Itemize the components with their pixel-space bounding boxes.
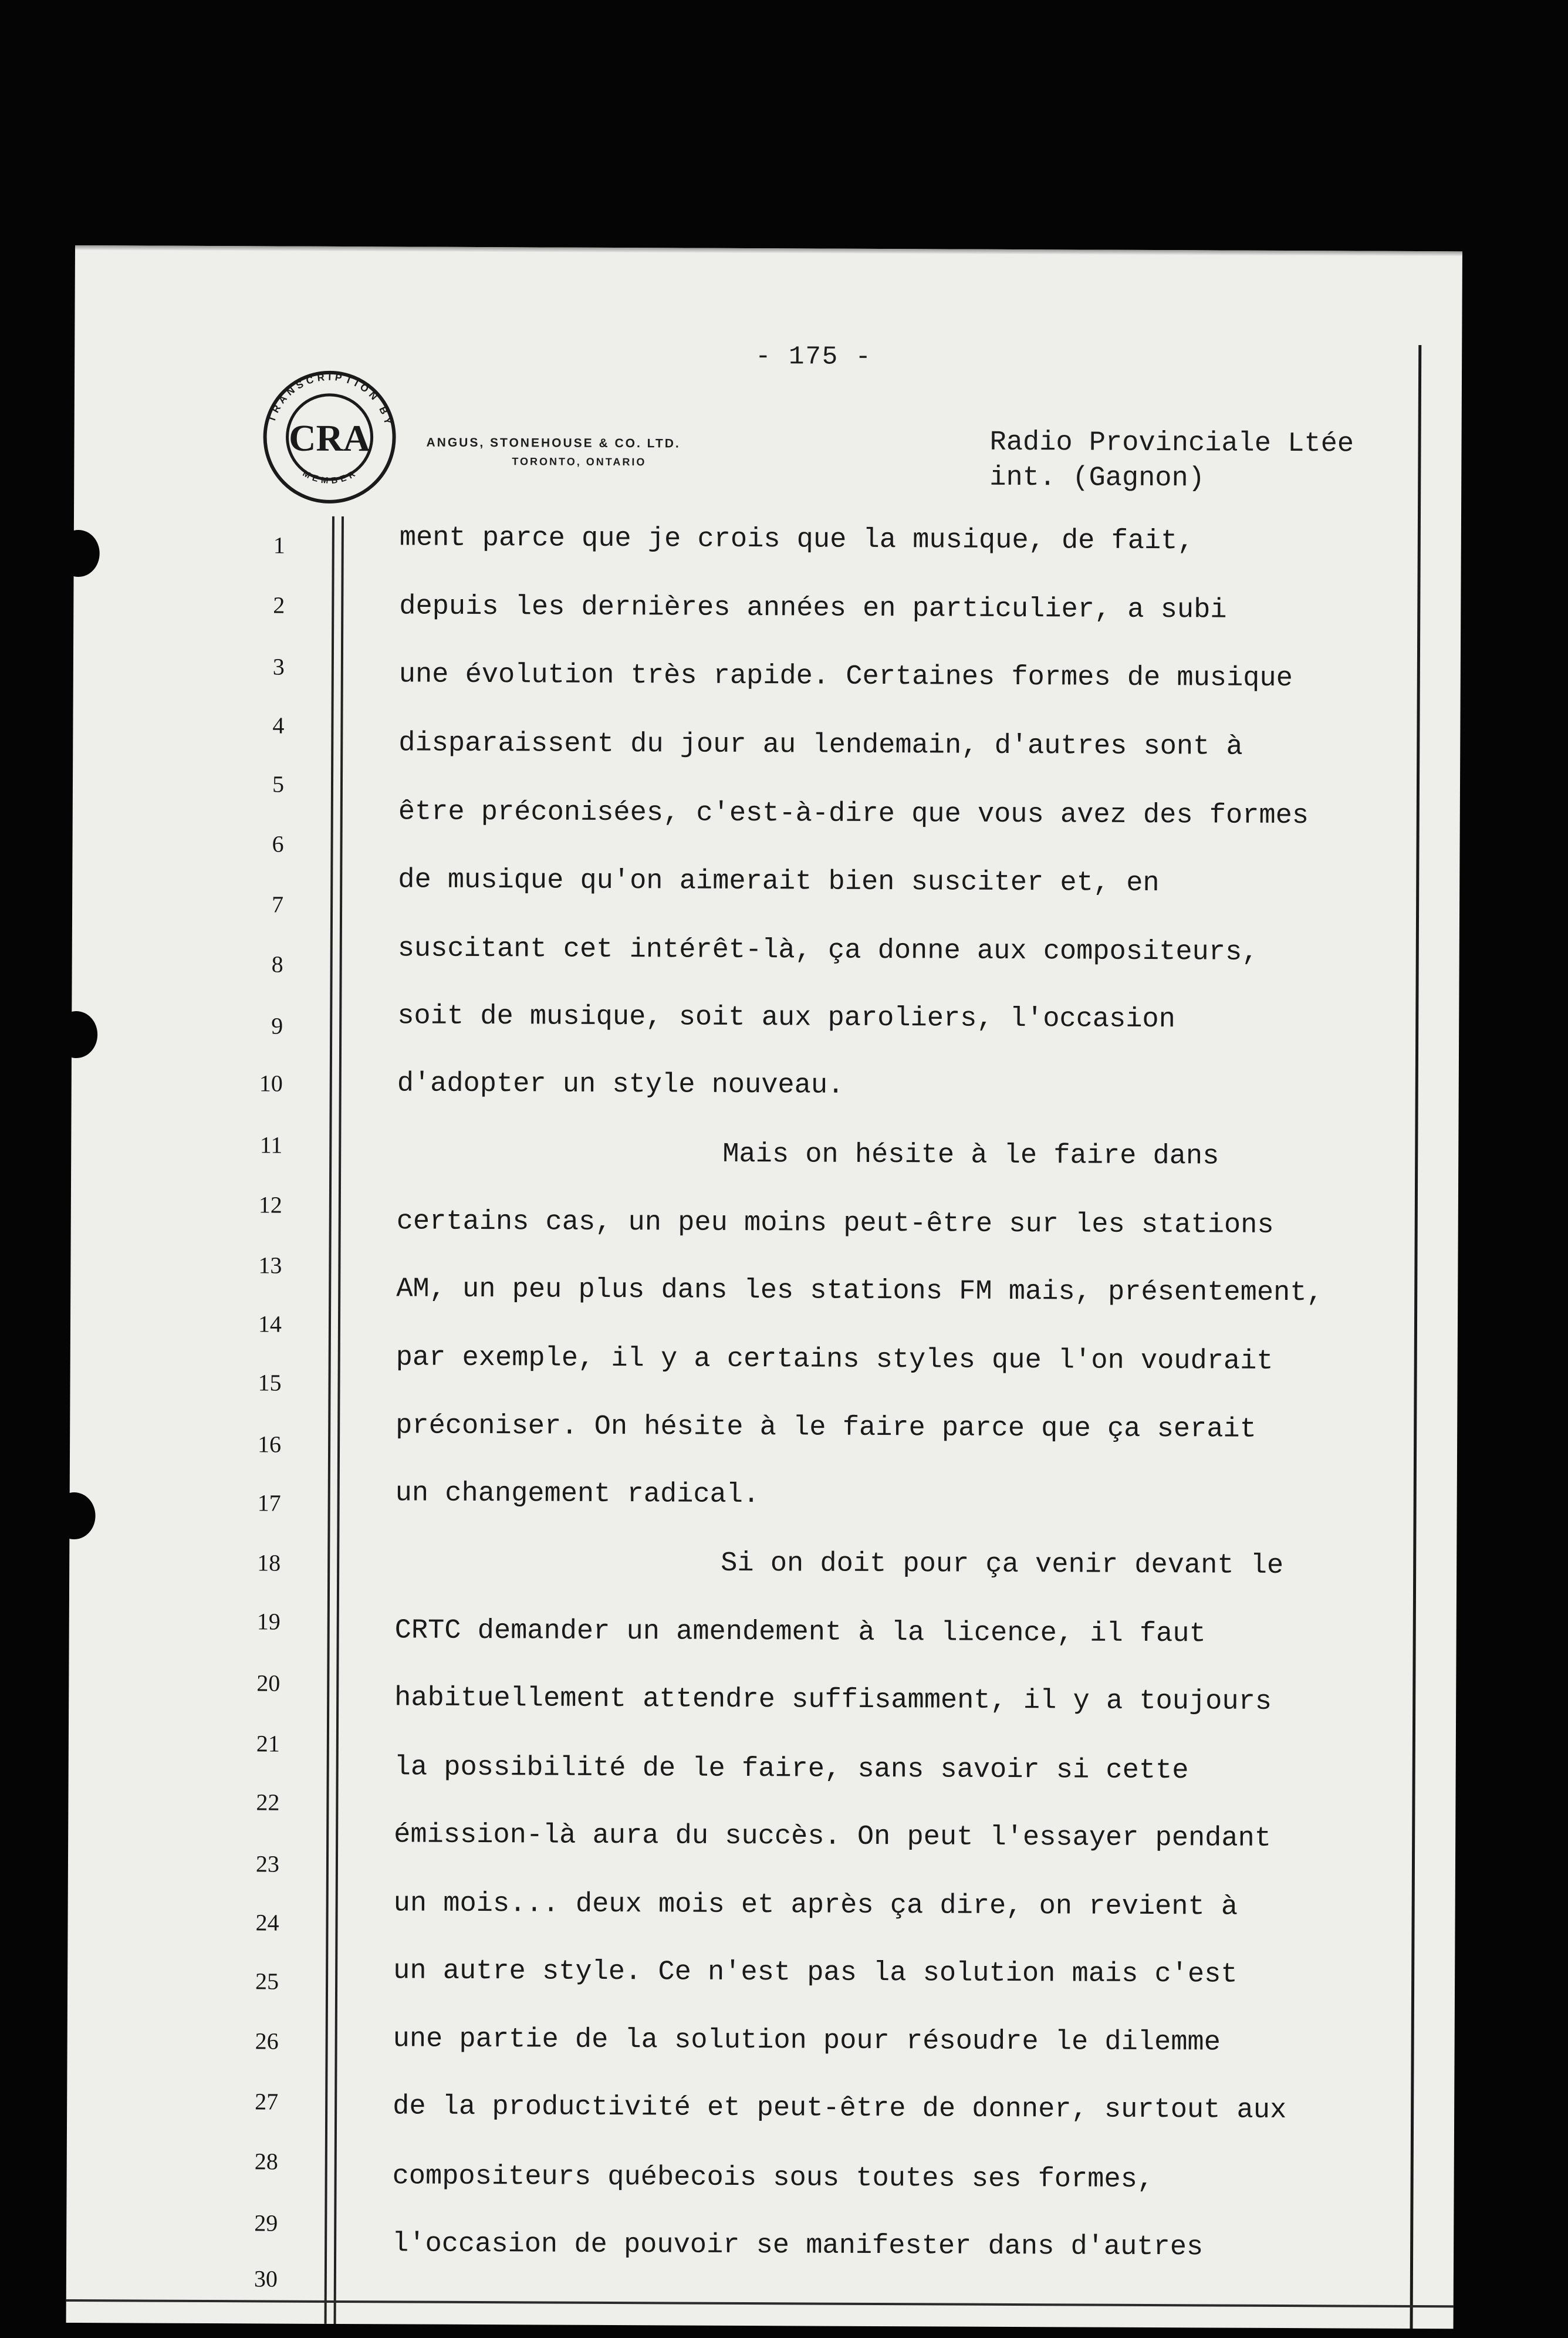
transcript-line: être préconisées, c'est-à-dire que vous avez des formes (398, 796, 1309, 832)
transcript-line: de la productivité et peut-être de donner, surtout aux (393, 2091, 1287, 2127)
case-subtitle: int. (Gagnon) (989, 462, 1205, 495)
line-number: 14 (258, 1310, 282, 1337)
punch-hole (53, 1492, 95, 1539)
seal-bottom-text: MEMBER (300, 467, 360, 486)
line-number: 25 (255, 1968, 279, 1995)
transcript-line-indented: Mais on hésite à le faire dans (722, 1138, 1219, 1173)
transcript-line: une évolution très rapide. Certaines formes de musique (398, 659, 1293, 695)
transcript-line: une partie de la solution pour résoudre le dilemme (393, 2023, 1221, 2059)
transcript-line: un mois... deux mois et après ça dire, on revient à (393, 1888, 1238, 1923)
transcript-page (66, 245, 1462, 2329)
line-number: 6 (272, 830, 284, 857)
line-number: 18 (257, 1549, 281, 1576)
line-number: 22 (256, 1789, 280, 1816)
seal-monogram: CRA (289, 417, 371, 460)
bottom-edge-rule (66, 2299, 1454, 2307)
transcript-line: habituellement attendre suffisamment, il y a toujours (394, 1682, 1272, 1718)
company-name: ANGUS, STONEHOUSE & CO. LTD. (426, 435, 681, 451)
line-number: 13 (258, 1252, 282, 1279)
left-margin-rule-inner (334, 516, 344, 2324)
transcript-line: certains cas, un peu moins peut-être sur les stations (396, 1206, 1274, 1241)
line-number: 1 (273, 532, 285, 559)
line-number: 11 (259, 1131, 283, 1158)
transcript-line: de musique qu'on aimerait bien susciter et, en (398, 864, 1160, 900)
line-number: 24 (255, 1909, 279, 1936)
transcript-line: préconiser. On hésite à le faire parce que ça serait (396, 1410, 1256, 1445)
transcript-line: suscitant cet intérêt-là, ça donne aux compositeurs, (397, 933, 1259, 968)
transcript-line: soit de musique, soit aux paroliers, l'occasion (397, 1001, 1176, 1036)
transcript-line: d'adopter un style nouveau. (397, 1068, 844, 1102)
line-number: 29 (254, 2209, 278, 2236)
case-title: Radio Provinciale Ltée (989, 427, 1354, 460)
transcript-line: compositeurs québecois sous toutes ses formes, (392, 2161, 1154, 2196)
line-number: 30 (254, 2265, 278, 2292)
line-number: 2 (273, 592, 285, 619)
punch-hole (58, 530, 100, 577)
line-number: 19 (256, 1608, 281, 1635)
transcript-line: depuis les dernières années en particulier, a subi (399, 591, 1227, 626)
page-number: - 175 - (755, 342, 873, 372)
line-number: 16 (257, 1431, 282, 1458)
transcript-line: disparaissent du jour au lendemain, d'autres sont à (398, 728, 1243, 763)
line-number: 27 (255, 2088, 279, 2115)
line-number: 3 (272, 653, 285, 680)
right-margin-rule (1410, 345, 1422, 2329)
line-number: 8 (271, 951, 283, 978)
line-number: 17 (257, 1489, 281, 1516)
transcript-line: un autre style. Ce n'est pas la solution mais c'est (393, 1955, 1238, 1991)
transcript-line: AM, un peu plus dans les stations FM mais, présentement, (396, 1273, 1323, 1309)
transcript-line: CRTC demander un amendement à la licence, il faut (394, 1615, 1206, 1650)
line-number: 9 (271, 1012, 283, 1039)
transcript-line: un changement radical. (395, 1478, 760, 1511)
transcription-seal-logo (244, 352, 415, 522)
svg-text:MEMBER (301, 467, 360, 486)
line-number: 10 (259, 1070, 283, 1097)
transcript-line: l'occasion de pouvoir se manifester dans d'autres (392, 2228, 1204, 2263)
transcript-line: la possibilité de le faire, sans savoir si cette (394, 1752, 1189, 1787)
company-location: TORONTO, ONTARIO (512, 455, 647, 468)
seal-top-text: TRANSCRIPTION BY (266, 371, 395, 429)
line-number: 28 (254, 2148, 278, 2175)
line-number: 23 (255, 1850, 280, 1877)
line-number: 15 (258, 1369, 282, 1396)
line-number: 20 (256, 1670, 281, 1697)
line-number: 5 (272, 771, 285, 798)
line-number: 7 (272, 891, 284, 918)
left-margin-rule (325, 516, 334, 2324)
transcript-line: émission-là aura du succès. On peut l'essayer pendant (394, 1819, 1272, 1854)
line-number: 26 (255, 2028, 279, 2055)
line-number: 12 (258, 1191, 282, 1218)
case-header (989, 425, 1354, 498)
transcript-line: ment parce que je crois que la musique, de fait, (399, 522, 1194, 558)
transcript-line-indented: Si on doit pour ça venir devant le (721, 1548, 1284, 1582)
punch-hole (55, 1011, 97, 1058)
line-number: 4 (272, 712, 285, 739)
transcript-line: par exemple, il y a certains styles que l'on voudrait (396, 1342, 1273, 1377)
line-number: 21 (256, 1730, 280, 1757)
